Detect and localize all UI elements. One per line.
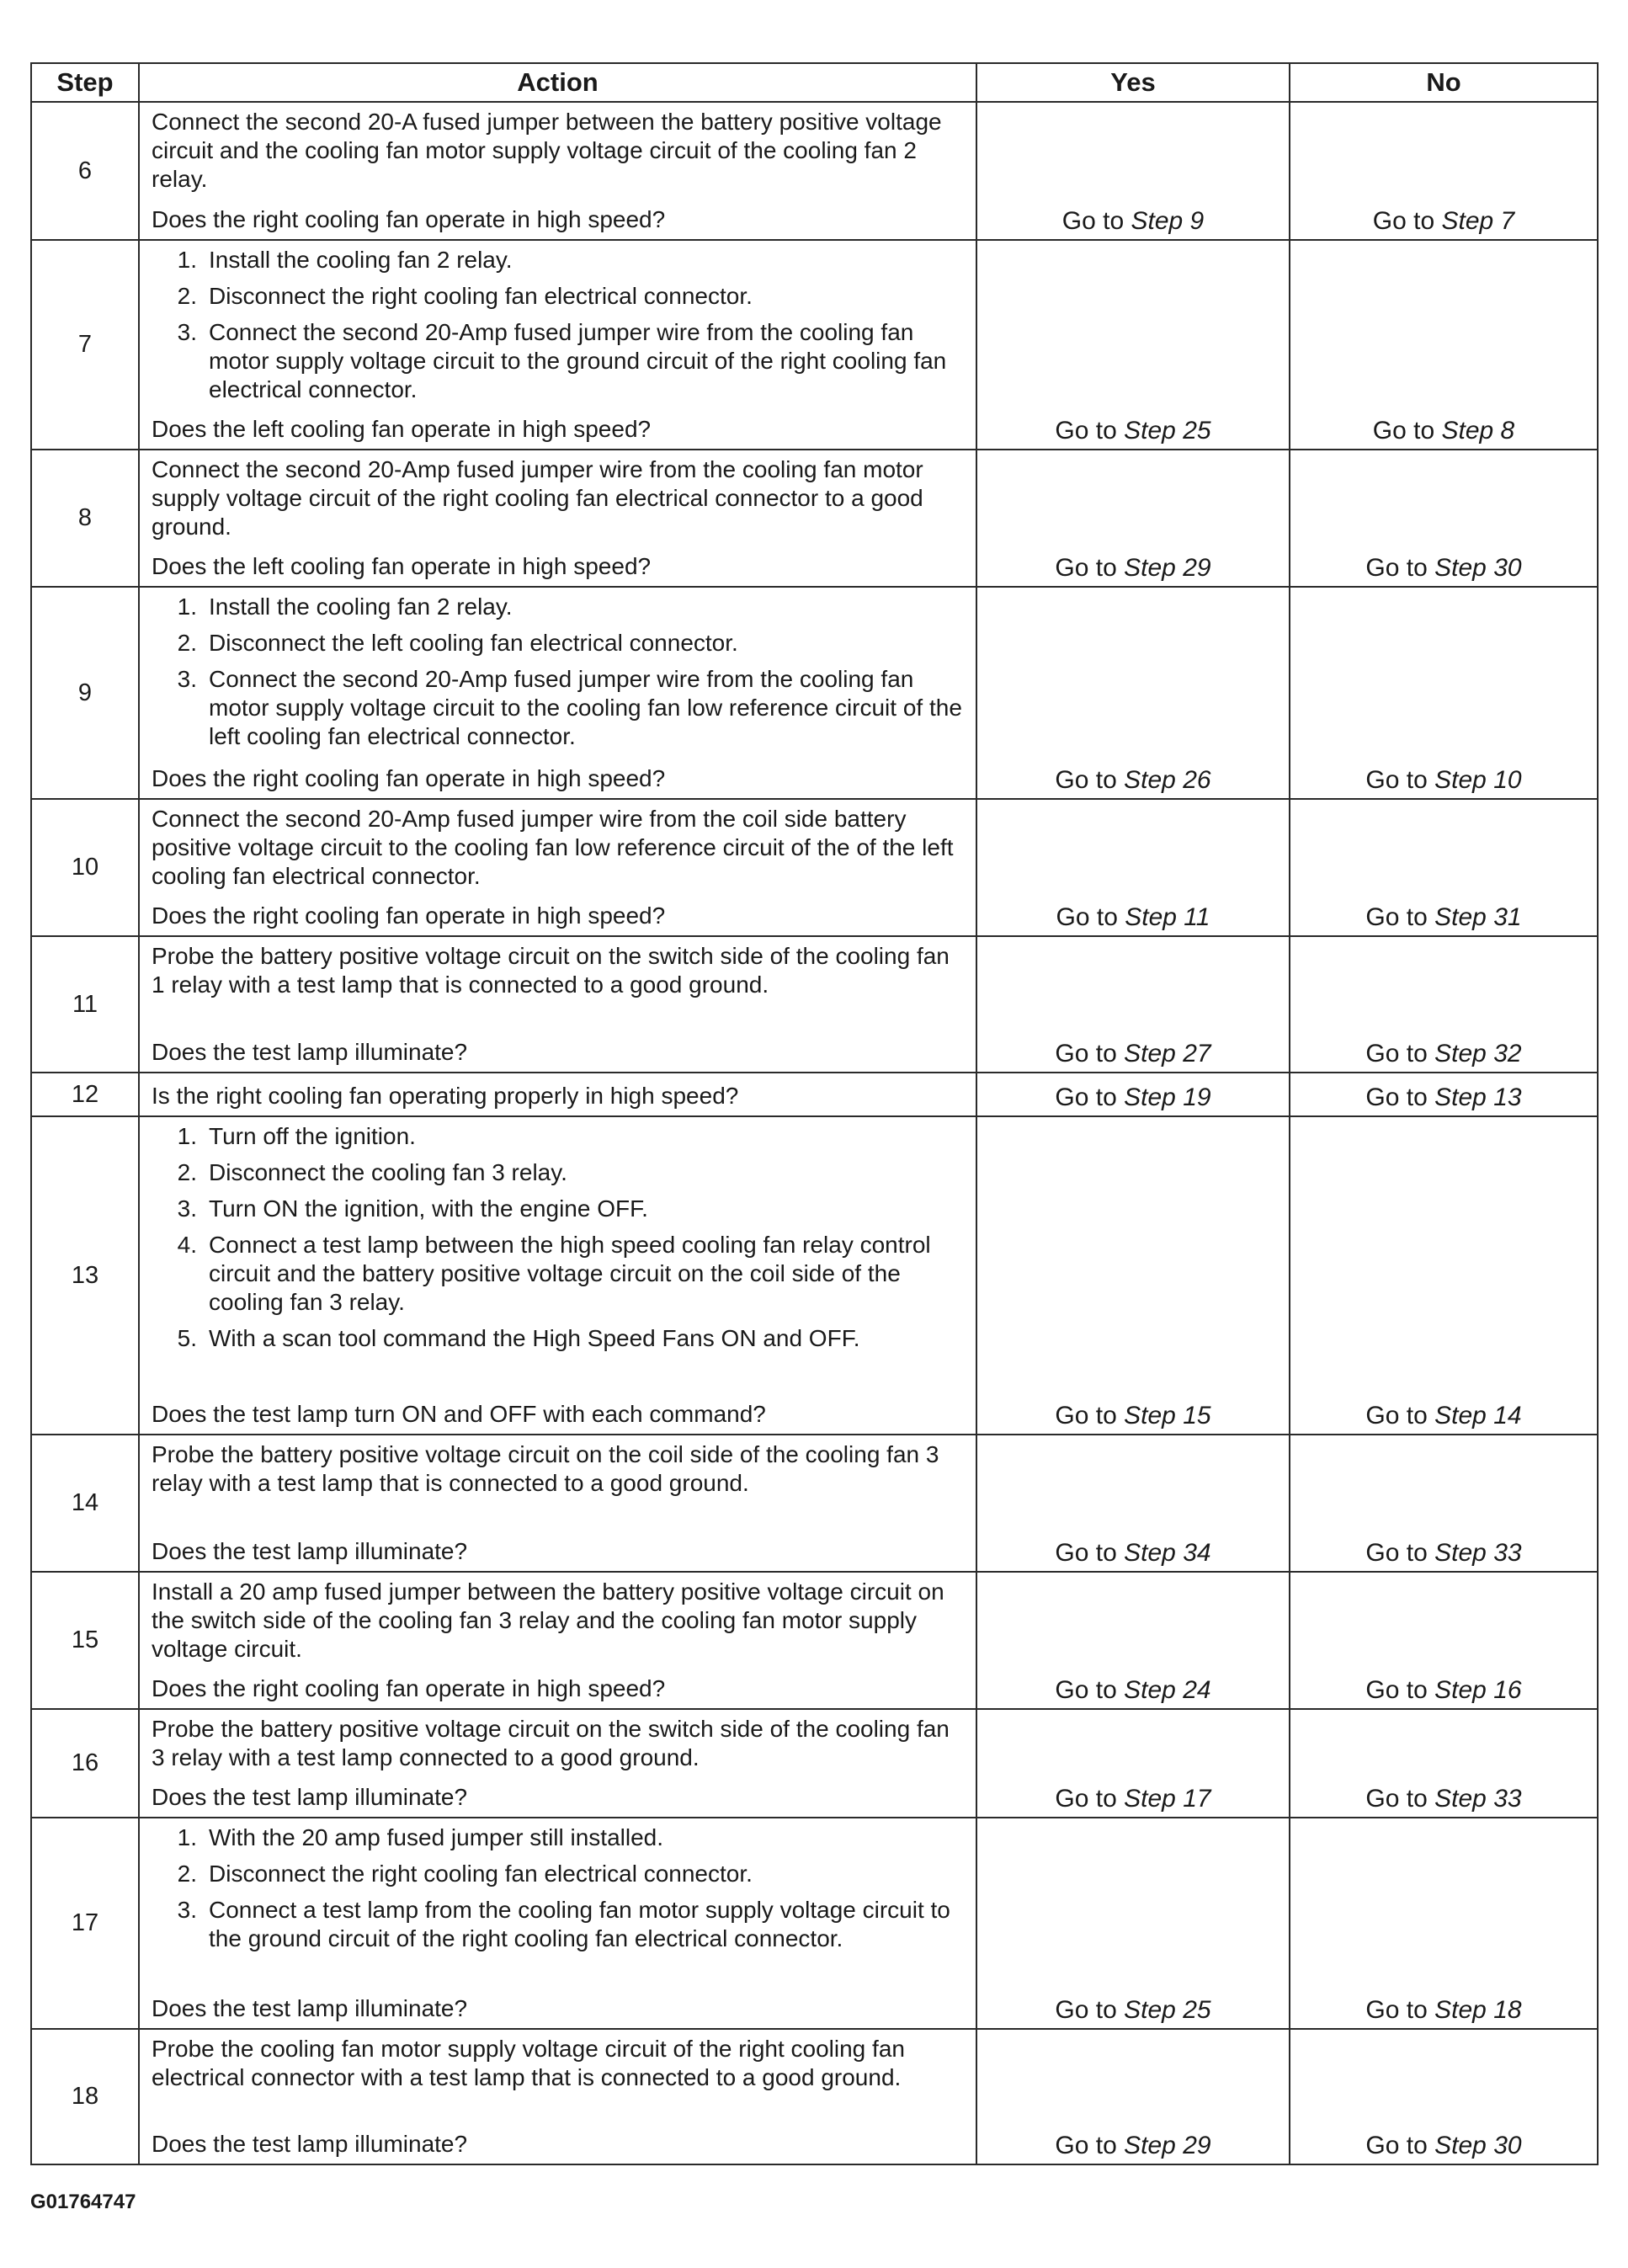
- action-content: [152, 805, 967, 930]
- action-question: Does the test lamp illuminate?: [152, 1039, 468, 1065]
- header-step: Step: [31, 63, 139, 102]
- table-row: [31, 1073, 1598, 1116]
- no-prefix: Go to: [1372, 417, 1435, 445]
- no-result: [1290, 1073, 1598, 1116]
- list-item-number: 1.: [177, 594, 197, 620]
- action-list-item: [152, 282, 967, 311]
- no-target-step: Step 31: [1434, 903, 1522, 931]
- header-row: [31, 63, 1598, 102]
- action-list-item: [152, 1823, 967, 1852]
- yes-target-step: Step 25: [1124, 417, 1211, 445]
- yes-target-step: Step 11: [1125, 903, 1210, 931]
- list-item-number: 1.: [177, 1824, 197, 1850]
- no-result: [1290, 1818, 1598, 2029]
- list-item-number: 1.: [177, 247, 197, 273]
- action-content: [152, 942, 967, 1067]
- action-question: Does the right cooling fan operate in high speed?: [152, 902, 666, 929]
- yes-result: [976, 1073, 1290, 1116]
- table-row: [31, 1709, 1598, 1818]
- no-target-step: Step 18: [1434, 1996, 1522, 2024]
- step-number: 13: [31, 1116, 139, 1435]
- table-row: [31, 1435, 1598, 1572]
- list-item-number: 2.: [177, 1159, 197, 1185]
- yes-result: [976, 102, 1290, 240]
- no-result: [1290, 102, 1598, 240]
- yes-prefix: Go to: [1055, 766, 1117, 794]
- action-text: Connect the second 20-Amp fused jumper wire from the coil side battery positive voltage circuit to the cooling fan low reference circuit of the of the left cooling fan electrical connector.: [152, 806, 954, 889]
- list-item-text: Turn off the ignition.: [209, 1123, 416, 1149]
- action-list-item: [152, 246, 967, 274]
- list-item-text: With a scan tool command the High Speed Fans ON and OFF.: [209, 1325, 860, 1351]
- action-question: Does the left cooling fan operate in high speed?: [152, 553, 652, 579]
- no-target-step: Step 7: [1441, 207, 1515, 235]
- no-target-step: Step 14: [1434, 1402, 1522, 1429]
- no-prefix: Go to: [1365, 1402, 1428, 1429]
- table-row: [31, 102, 1598, 240]
- yes-result: [976, 2029, 1290, 2164]
- no-result: [1290, 936, 1598, 1073]
- list-item-number: 3.: [177, 1195, 197, 1222]
- yes-prefix: Go to: [1055, 554, 1117, 582]
- list-item-number: 2.: [177, 630, 197, 656]
- yes-target-step: Step 34: [1124, 1539, 1211, 1567]
- no-prefix: Go to: [1365, 1996, 1428, 2024]
- action-question: Does the left cooling fan operate in high speed?: [152, 416, 652, 442]
- no-prefix: Go to: [1365, 554, 1428, 582]
- action-cell: [139, 240, 976, 450]
- action-list-item: [152, 318, 967, 404]
- action-list-item: [152, 593, 967, 621]
- step-number: 16: [31, 1709, 139, 1818]
- step-number: 10: [31, 799, 139, 936]
- action-question: Does the test lamp illuminate?: [152, 1784, 468, 1810]
- step-number: 14: [31, 1435, 139, 1572]
- yes-target-step: Step 27: [1124, 1040, 1211, 1067]
- action-question: Does the test lamp illuminate?: [152, 1995, 468, 2021]
- header-action: Action: [139, 63, 976, 102]
- header-yes: Yes: [976, 63, 1290, 102]
- action-cell: [139, 799, 976, 936]
- action-cell: [139, 1073, 976, 1116]
- action-question: Does the test lamp turn ON and OFF with each command?: [152, 1401, 766, 1427]
- action-cell: [139, 1818, 976, 2029]
- action-question: Is the right cooling fan operating properly in high speed?: [152, 1083, 739, 1109]
- table-row: [31, 450, 1598, 587]
- step-number: 9: [31, 587, 139, 799]
- no-target-step: Step 8: [1441, 417, 1515, 445]
- action-list: [152, 1823, 967, 1953]
- yes-target-step: Step 26: [1124, 766, 1211, 794]
- action-body: [152, 455, 967, 541]
- table-row: [31, 1572, 1598, 1709]
- action-text: Probe the battery positive voltage circuit on the switch side of the cooling fan 3 relay with a test lamp connected to a good ground.: [152, 1716, 950, 1770]
- action-cell: [139, 1435, 976, 1572]
- header-no: No: [1290, 63, 1598, 102]
- no-prefix: Go to: [1365, 1676, 1428, 1704]
- action-content: [152, 1823, 967, 2023]
- table-row: [31, 240, 1598, 450]
- action-cell: [139, 936, 976, 1073]
- yes-result: [976, 1116, 1290, 1435]
- action-list: [152, 593, 967, 751]
- list-item-text: Turn ON the ignition, with the engine OFF.: [209, 1195, 648, 1222]
- yes-prefix: Go to: [1055, 1539, 1117, 1567]
- no-prefix: Go to: [1365, 2132, 1428, 2159]
- list-item-text: Connect the second 20-Amp fused jumper wire from the cooling fan motor supply voltage circuit to the ground circuit of the right cooling fan electrical connector.: [209, 319, 947, 402]
- action-body: [152, 593, 967, 759]
- action-text: Probe the battery positive voltage circuit on the switch side of the cooling fan 1 relay with a test lamp that is connected to a good ground.: [152, 943, 950, 998]
- yes-target-step: Step 9: [1131, 207, 1205, 235]
- action-content: [152, 1078, 967, 1110]
- action-cell: [139, 102, 976, 240]
- action-question: Does the right cooling fan operate in high speed?: [152, 765, 666, 791]
- table-row: [31, 936, 1598, 1073]
- table-row: [31, 799, 1598, 936]
- no-prefix: Go to: [1372, 207, 1435, 235]
- list-item-text: Connect a test lamp from the cooling fan motor supply voltage circuit to the ground circuit of the right cooling fan electrical connector.: [209, 1897, 950, 1951]
- yes-prefix: Go to: [1061, 207, 1125, 235]
- yes-target-step: Step 17: [1124, 1785, 1211, 1813]
- action-cell: [139, 1709, 976, 1818]
- no-target-step: Step 33: [1434, 1539, 1522, 1567]
- yes-target-step: Step 24: [1124, 1676, 1211, 1704]
- list-item-number: 3.: [177, 666, 197, 692]
- list-item-number: 2.: [177, 1861, 197, 1887]
- action-content: [152, 1122, 967, 1429]
- list-item-text: Disconnect the left cooling fan electrical connector.: [209, 630, 738, 656]
- step-number: 8: [31, 450, 139, 587]
- no-result: [1290, 799, 1598, 936]
- yes-prefix: Go to: [1055, 1083, 1117, 1111]
- no-prefix: Go to: [1365, 1539, 1428, 1567]
- action-cell: [139, 450, 976, 587]
- action-list: [152, 1122, 967, 1353]
- step-number: 18: [31, 2029, 139, 2164]
- action-body: [152, 1440, 967, 1498]
- no-target-step: Step 32: [1434, 1040, 1522, 1067]
- action-list-item: [152, 665, 967, 751]
- action-body: [152, 1578, 967, 1664]
- yes-result: [976, 936, 1290, 1073]
- no-result: [1290, 1435, 1598, 1572]
- no-target-step: Step 10: [1434, 766, 1522, 794]
- action-list: [152, 246, 967, 404]
- action-list-item: [152, 1158, 967, 1187]
- step-number: 6: [31, 102, 139, 240]
- yes-result: [976, 1435, 1290, 1572]
- action-list-item: [152, 1195, 967, 1223]
- yes-target-step: Step 15: [1124, 1402, 1211, 1429]
- no-target-step: Step 13: [1434, 1083, 1522, 1111]
- table-body: [31, 102, 1598, 2164]
- action-cell: [139, 1116, 976, 1435]
- action-body: [152, 246, 967, 412]
- action-body: [152, 942, 967, 999]
- yes-prefix: Go to: [1055, 417, 1117, 445]
- no-result: [1290, 2029, 1598, 2164]
- no-target-step: Step 30: [1434, 554, 1522, 582]
- yes-result: [976, 240, 1290, 450]
- figure-id: G01764747: [30, 2191, 136, 2213]
- step-number: 11: [31, 936, 139, 1073]
- action-content: [152, 1440, 967, 1566]
- action-cell: [139, 2029, 976, 2164]
- yes-prefix: Go to: [1055, 1402, 1117, 1429]
- yes-prefix: Go to: [1055, 1785, 1117, 1813]
- yes-prefix: Go to: [1055, 2132, 1117, 2159]
- yes-prefix: Go to: [1055, 1040, 1117, 1067]
- list-item-number: 1.: [177, 1123, 197, 1149]
- list-item-number: 3.: [177, 1897, 197, 1923]
- no-result: [1290, 240, 1598, 450]
- yes-result: [976, 1572, 1290, 1709]
- table-row: [31, 587, 1598, 799]
- step-number: 7: [31, 240, 139, 450]
- yes-result: [976, 799, 1290, 936]
- yes-target-step: Step 19: [1124, 1083, 1211, 1111]
- no-target-step: Step 33: [1434, 1785, 1522, 1813]
- action-list-item: [152, 1324, 967, 1353]
- action-question: Does the right cooling fan operate in high speed?: [152, 1675, 666, 1701]
- action-body: [152, 2035, 967, 2092]
- no-result: [1290, 587, 1598, 799]
- action-list-item: [152, 1896, 967, 1953]
- no-result: [1290, 1116, 1598, 1435]
- action-cell: [139, 1572, 976, 1709]
- no-target-step: Step 16: [1434, 1676, 1522, 1704]
- yes-prefix: Go to: [1056, 903, 1118, 931]
- action-text: Probe the cooling fan motor supply voltage circuit of the right cooling fan electrical connector with a test lamp that is connected to a good ground.: [152, 2036, 905, 2090]
- action-list-item: [152, 1860, 967, 1888]
- yes-prefix: Go to: [1055, 1996, 1117, 2024]
- list-item-text: Disconnect the cooling fan 3 relay.: [209, 1159, 567, 1185]
- yes-result: [976, 1709, 1290, 1818]
- list-item-number: 4.: [177, 1232, 197, 1258]
- action-text: Install a 20 amp fused jumper between the battery positive voltage circuit on the switch side of the cooling fan 3 relay and the cooling fan motor supply voltage circuit.: [152, 1579, 944, 1662]
- no-prefix: Go to: [1365, 903, 1428, 931]
- list-item-text: With the 20 amp fused jumper still installed.: [209, 1824, 664, 1850]
- action-text: Probe the battery positive voltage circuit on the coil side of the cooling fan 3 relay with a test lamp that is connected to a good ground.: [152, 1441, 939, 1496]
- action-question: Does the test lamp illuminate?: [152, 2131, 468, 2157]
- action-text: Connect the second 20-Amp fused jumper wire from the cooling fan motor supply voltage circuit of the right cooling fan electrical connector to a good ground.: [152, 456, 923, 540]
- step-number: 17: [31, 1818, 139, 2029]
- action-list-item: [152, 1122, 967, 1151]
- table-row: [31, 1818, 1598, 2029]
- action-content: [152, 593, 967, 793]
- list-item-text: Disconnect the right cooling fan electrical connector.: [209, 283, 753, 309]
- action-body: [152, 1715, 967, 1772]
- action-question: Does the test lamp illuminate?: [152, 1538, 468, 1564]
- action-body: [152, 1122, 967, 1360]
- list-item-text: Install the cooling fan 2 relay.: [209, 594, 513, 620]
- list-item-text: Install the cooling fan 2 relay.: [209, 247, 513, 273]
- action-body: [152, 108, 967, 194]
- action-content: [152, 246, 967, 444]
- yes-prefix: Go to: [1055, 1676, 1117, 1704]
- action-body: [152, 805, 967, 891]
- yes-target-step: Step 29: [1124, 554, 1211, 582]
- no-prefix: Go to: [1365, 1083, 1428, 1111]
- action-cell: [139, 587, 976, 799]
- list-item-text: Connect a test lamp between the high speed cooling fan relay control circuit and the battery positive voltage circuit on the coil side of the cooling fan 3 relay.: [209, 1232, 931, 1315]
- yes-result: [976, 587, 1290, 799]
- no-prefix: Go to: [1365, 1785, 1428, 1813]
- list-item-number: 3.: [177, 319, 197, 345]
- list-item-number: 2.: [177, 283, 197, 309]
- no-result: [1290, 1572, 1598, 1709]
- step-number: 15: [31, 1572, 139, 1709]
- list-item-text: Disconnect the right cooling fan electrical connector.: [209, 1861, 753, 1887]
- table-row: [31, 2029, 1598, 2164]
- no-prefix: Go to: [1365, 766, 1428, 794]
- yes-target-step: Step 29: [1124, 2132, 1211, 2159]
- action-content: [152, 108, 967, 234]
- action-list-item: [152, 1231, 967, 1317]
- action-text: Connect the second 20-A fused jumper between the battery positive voltage circuit and the cooling fan motor supply voltage circuit of the cooling fan 2 relay.: [152, 109, 942, 192]
- no-result: [1290, 450, 1598, 587]
- action-content: [152, 1578, 967, 1703]
- no-prefix: Go to: [1365, 1040, 1428, 1067]
- yes-target-step: Step 25: [1124, 1996, 1211, 2024]
- diagnostic-table: [30, 62, 1599, 2165]
- no-target-step: Step 30: [1434, 2132, 1522, 2159]
- action-content: [152, 1715, 967, 1812]
- yes-result: [976, 450, 1290, 587]
- action-content: [152, 455, 967, 581]
- list-item-text: Connect the second 20-Amp fused jumper wire from the cooling fan motor supply voltage circuit to the cooling fan low reference circuit of the left cooling fan electrical connector.: [209, 666, 962, 749]
- table-row: [31, 1116, 1598, 1435]
- yes-result: [976, 1818, 1290, 2029]
- action-content: [152, 2035, 967, 2159]
- list-item-number: 5.: [177, 1325, 197, 1351]
- action-question: Does the right cooling fan operate in high speed?: [152, 206, 666, 232]
- action-body: [152, 1823, 967, 1961]
- step-number: 12: [31, 1073, 139, 1116]
- no-result: [1290, 1709, 1598, 1818]
- action-list-item: [152, 629, 967, 658]
